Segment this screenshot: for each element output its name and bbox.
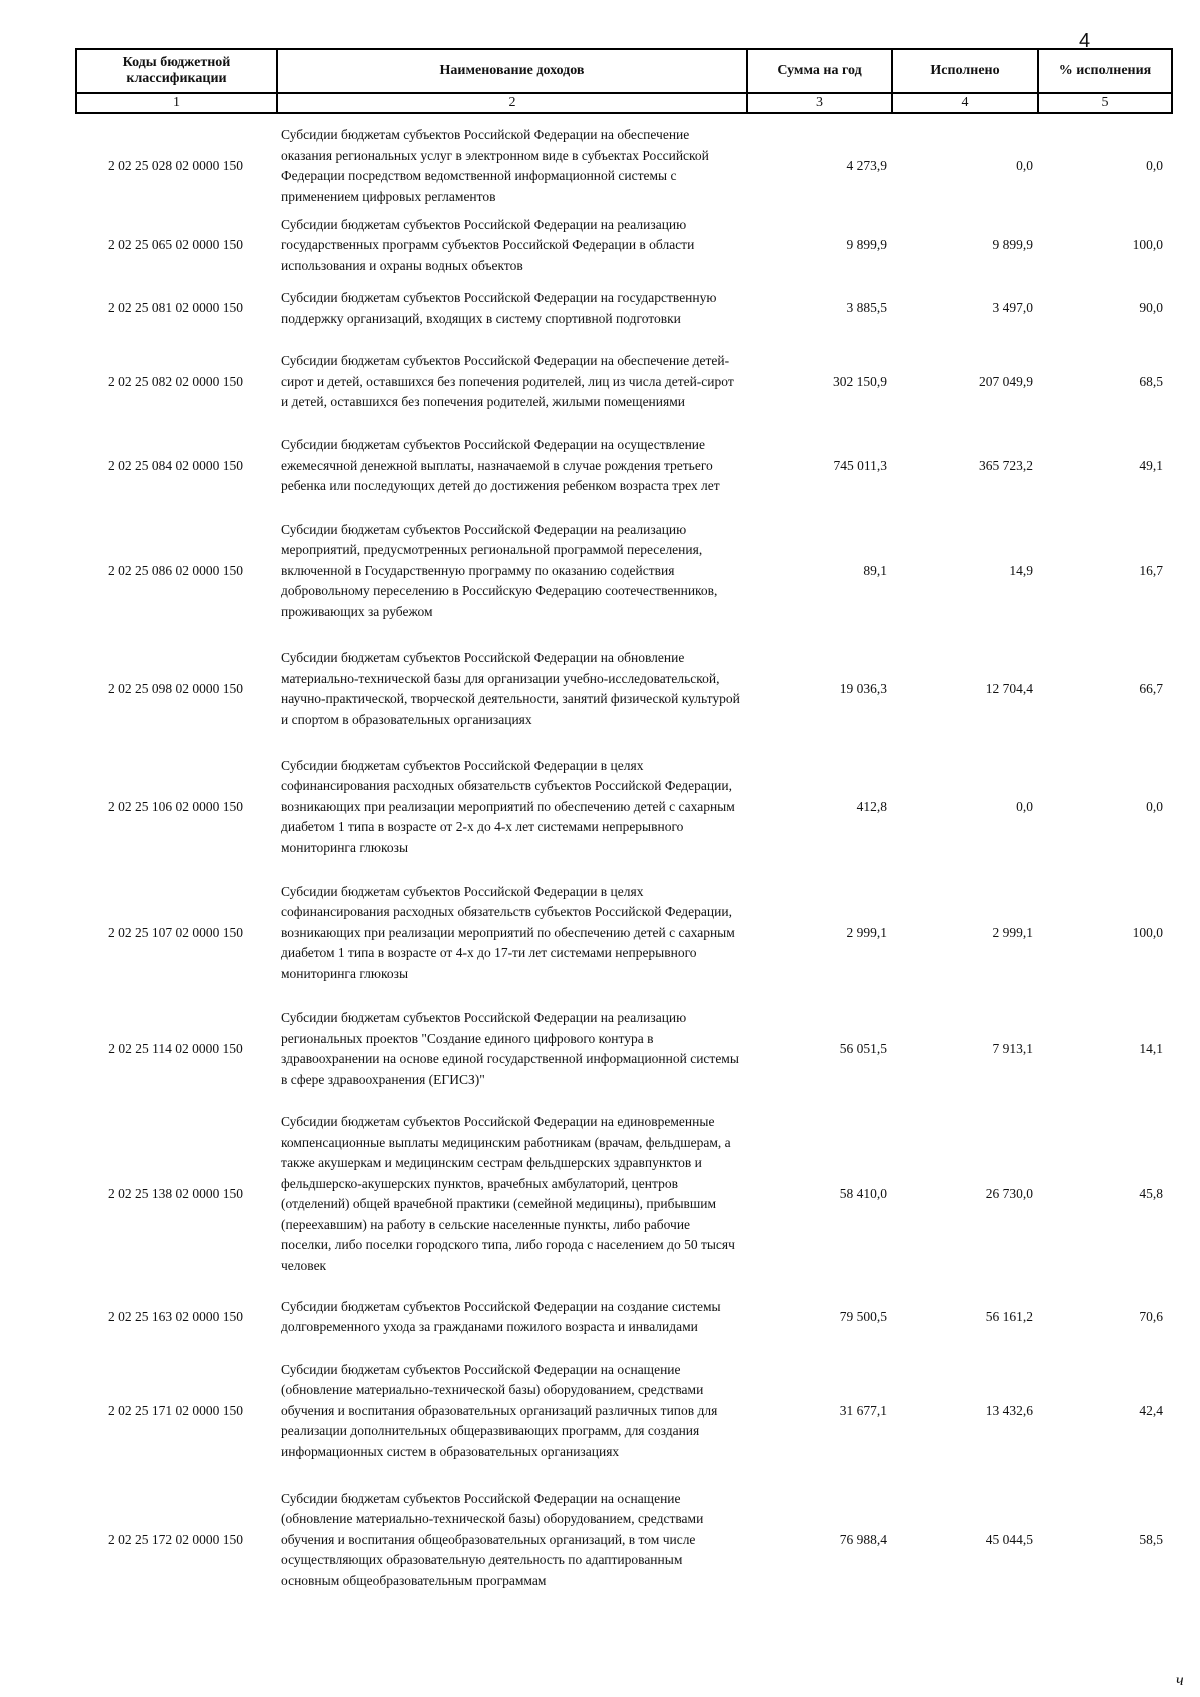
row-code: 2 02 25 084 02 0000 150: [108, 457, 243, 473]
table-header: [75, 48, 1173, 114]
row-percent: 14,1: [1139, 1040, 1163, 1056]
row-percent: 45,8: [1139, 1185, 1163, 1201]
row-executed: 207 049,9: [979, 373, 1033, 389]
row-code: 2 02 25 098 02 0000 150: [108, 680, 243, 696]
row-code: 2 02 25 107 02 0000 150: [108, 924, 243, 940]
row-code: 2 02 25 163 02 0000 150: [108, 1308, 243, 1324]
table-row: [75, 1474, 1171, 1606]
column-number-5: 5: [1038, 93, 1172, 113]
row-sum: 2 999,1: [846, 924, 887, 940]
row-percent: 0,0: [1146, 157, 1163, 173]
row-sum: 79 500,5: [839, 1308, 887, 1324]
row-executed: 45 044,5: [985, 1531, 1033, 1547]
table-row: [75, 1286, 1171, 1348]
table-row: [75, 424, 1171, 508]
row-sum: 3 885,5: [846, 300, 887, 316]
row-percent: 42,4: [1139, 1402, 1163, 1418]
row-executed: 0,0: [1016, 798, 1033, 814]
corner-mark: ч: [1176, 1672, 1184, 1689]
table-row: [75, 996, 1171, 1102]
row-name: Субсидии бюджетам субъектов Российской Федерации на создание системы долговременного ухода за гражданами пожилого возраста и инвалидами: [281, 1298, 721, 1334]
row-code: 2 02 25 081 02 0000 150: [108, 300, 243, 316]
row-name: Субсидии бюджетам субъектов Российской Федерации на обеспечение детей-сирот и детей, оставшихся без попечения родителей, лиц из числа детей-сирот и детей, оставшихся без попечения родителей, жилыми помещениями: [281, 353, 734, 410]
row-name: Субсидии бюджетам субъектов Российской Федерации на реализацию региональных проектов "Создание единого цифрового контура в здравоохранении на основе единой государственной информационной системы в сфере здравоохранения (ЕГИСЗ)": [281, 1010, 739, 1087]
row-executed: 365 723,2: [979, 457, 1033, 473]
table-row: [75, 508, 1171, 634]
header-percent: % исполнения: [1038, 49, 1172, 93]
revenue-table: [75, 118, 1171, 1606]
row-code: 2 02 25 086 02 0000 150: [108, 562, 243, 578]
row-name: Субсидии бюджетам субъектов Российской Федерации на реализацию государственных программ субъектов Российской Федерации в области использования и охраны водных объектов: [281, 216, 695, 273]
row-name: Субсидии бюджетам субъектов Российской Федерации в целях софинансирования расходных обязательств субъектов Российской Федерации, возникающих при реализации мероприятий по обеспечению детей с сахарным диабетом 1 типа в возрасте от 2-х до 4-х лет системами непрерывного мониторинга глюкозы: [281, 757, 735, 855]
table-row: [75, 340, 1171, 424]
row-percent: 66,7: [1139, 680, 1163, 696]
row-name: Субсидии бюджетам субъектов Российской Федерации на государственную поддержку организаций, входящих в систему спортивной подготовки: [281, 290, 717, 326]
column-number-1: 1: [76, 93, 277, 113]
row-code: 2 02 25 138 02 0000 150: [108, 1185, 243, 1201]
header-sum: Сумма на год: [747, 49, 892, 93]
row-executed: 0,0: [1016, 157, 1033, 173]
row-percent: 16,7: [1139, 562, 1163, 578]
row-name: Субсидии бюджетам субъектов Российской Федерации на оснащение (обновление материально-технической базы) оборудованием, средствами обучения и воспитания общеобразовательных организаций, в том числе осуществляющих образовательную деятельность по адаптированным основным общеобразовательным программам: [281, 1490, 704, 1588]
row-sum: 9 899,9: [846, 237, 887, 253]
row-name: Субсидии бюджетам субъектов Российской Федерации в целях софинансирования расходных обязательств субъектов Российской Федерации, возникающих при реализации мероприятий по обеспечению детей с сахарным диабетом 1 типа в возрасте от 4-х до 17-ти лет системами непрерывного мониторинга глюкозы: [281, 883, 735, 981]
row-code: 2 02 25 106 02 0000 150: [108, 798, 243, 814]
row-executed: 3 497,0: [992, 300, 1033, 316]
row-name: Субсидии бюджетам субъектов Российской Федерации на обновление материально-технической базы для организации учебно-исследовательской, научно-практической, творческой деятельности, занятий физической культурой и спортом в образовательных организациях: [281, 650, 740, 727]
row-percent: 49,1: [1139, 457, 1163, 473]
column-number-2: 2: [277, 93, 747, 113]
row-code: 2 02 25 172 02 0000 150: [108, 1531, 243, 1547]
row-executed: 12 704,4: [985, 680, 1033, 696]
row-name: Субсидии бюджетам субъектов Российской Федерации на оснащение (обновление материально-технической базы) оборудованием, средствами обучения и воспитания образовательных организаций различных типов для реализации дополнительных общеразвивающих программ, для создания информационных систем в образовательных организациях: [281, 1361, 718, 1459]
row-code: 2 02 25 082 02 0000 150: [108, 373, 243, 389]
row-code: 2 02 25 114 02 0000 150: [108, 1040, 243, 1056]
row-executed: 9 899,9: [992, 237, 1033, 253]
row-sum: 19 036,3: [839, 680, 887, 696]
row-executed: 7 913,1: [992, 1040, 1033, 1056]
row-sum: 58 410,0: [839, 1185, 887, 1201]
row-executed: 13 432,6: [985, 1402, 1033, 1418]
page-number: 4: [1079, 30, 1091, 52]
row-sum: 56 051,5: [839, 1040, 887, 1056]
row-percent: 68,5: [1139, 373, 1163, 389]
row-percent: 100,0: [1132, 237, 1163, 253]
header-executed: Исполнено: [892, 49, 1038, 93]
row-executed: 14,9: [1009, 562, 1033, 578]
row-sum: 412,8: [856, 798, 887, 814]
row-name: Субсидии бюджетам субъектов Российской Федерации на реализацию мероприятий, предусмотренных региональной программой переселения, включенной в Государственную программу по оказанию содействия добровольному переселению в Российскую Федерацию соотечественников, проживающих за рубежом: [281, 521, 718, 619]
row-sum: 89,1: [863, 562, 887, 578]
row-name: Субсидии бюджетам субъектов Российской Федерации на единовременные компенсационные выплаты медицинским работникам (врачам, фельдшерам, а также акушеркам и медицинским сестрам фельдшерских здравпунктов и фельдшерско-акушерских пунктов, врачебных амбулаторий, центров (отделений) общей врачебной практики (семейной медицины), прибывшим (переехавшим) на работу в сельские населенные пункты, либо рабочие поселки, либо поселки городского типа, либо города с населением до 50 тысяч человек: [281, 1114, 735, 1273]
table-row: [75, 277, 1171, 340]
row-sum: 31 677,1: [839, 1402, 887, 1418]
row-executed: 26 730,0: [985, 1185, 1033, 1201]
row-sum: 76 988,4: [839, 1531, 887, 1547]
column-number-3: 3: [747, 93, 892, 113]
row-sum: 745 011,3: [833, 457, 887, 473]
table-row: [75, 118, 1171, 214]
row-executed: 2 999,1: [992, 924, 1033, 940]
table-row: [75, 744, 1171, 870]
table-row: [75, 634, 1171, 744]
row-code: 2 02 25 065 02 0000 150: [108, 237, 243, 253]
table-row: [75, 870, 1171, 996]
row-percent: 90,0: [1139, 300, 1163, 316]
row-name: Субсидии бюджетам субъектов Российской Федерации на обеспечение оказания региональных услуг в электронном виде в субъектах Российской Федерации посредством ведомственной информационной системы с применением цифровых регламентов: [281, 127, 709, 204]
table-row: [75, 214, 1171, 277]
row-code: 2 02 25 171 02 0000 150: [108, 1402, 243, 1418]
row-code: 2 02 25 028 02 0000 150: [108, 157, 243, 173]
row-sum: 4 273,9: [846, 157, 887, 173]
column-number-4: 4: [892, 93, 1038, 113]
row-percent: 100,0: [1132, 924, 1163, 940]
table-row: [75, 1102, 1171, 1286]
row-name: Субсидии бюджетам субъектов Российской Федерации на осуществление ежемесячной денежной выплаты, назначаемой в случае рождения третьего ребенка или последующих детей до достижения ребенком возраста трех лет: [281, 437, 720, 494]
row-executed: 56 161,2: [985, 1308, 1033, 1324]
header-code: Коды бюджетной классификации: [76, 49, 277, 93]
row-percent: 0,0: [1146, 798, 1163, 814]
row-percent: 58,5: [1139, 1531, 1163, 1547]
row-sum: 302 150,9: [833, 373, 887, 389]
header-name: Наименование доходов: [277, 49, 747, 93]
row-percent: 70,6: [1139, 1308, 1163, 1324]
table-row: [75, 1348, 1171, 1474]
